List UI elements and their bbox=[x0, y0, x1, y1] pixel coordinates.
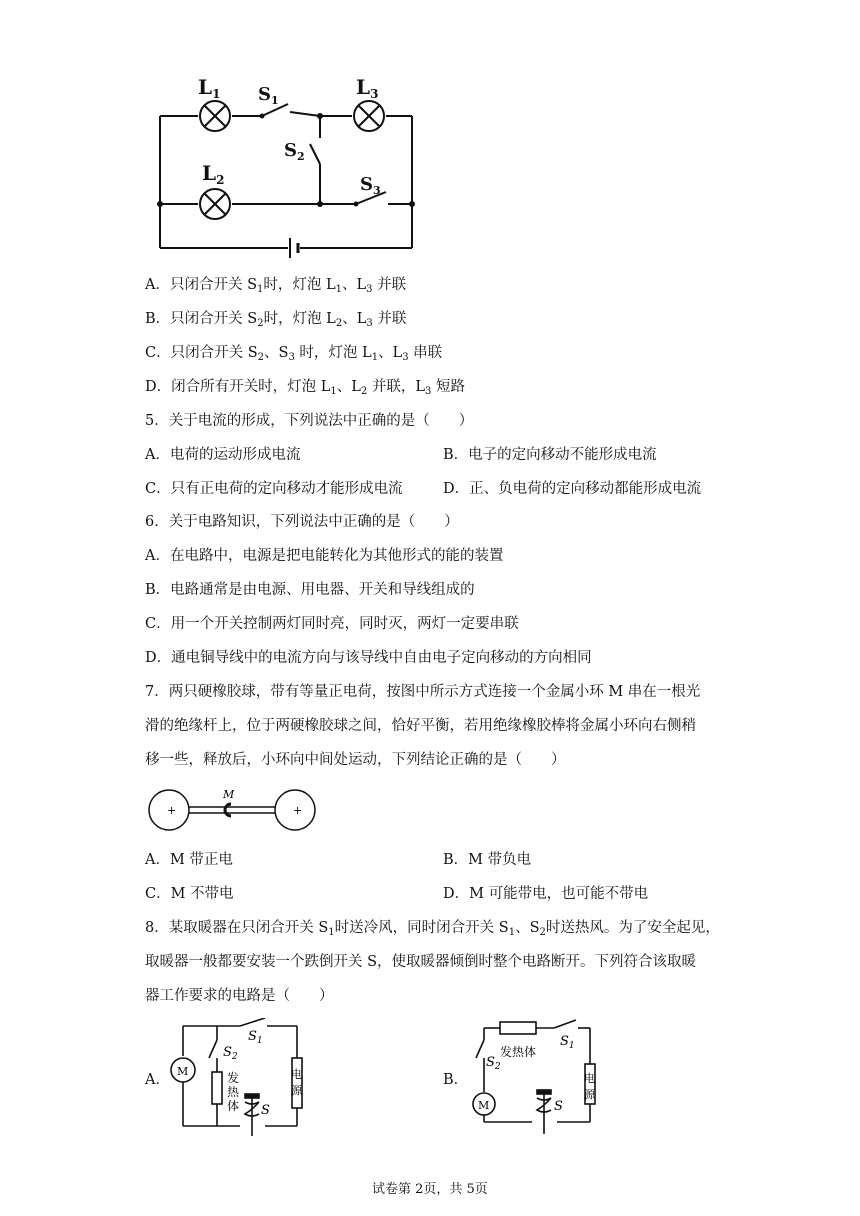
q4-option-b: B．只闭合开关 $S_2$时，灯泡 $L_2$、$L_3$ 并联 bbox=[145, 311, 407, 329]
q8a-heater1: 发 bbox=[227, 1071, 240, 1085]
q8a-s: S bbox=[261, 1103, 270, 1118]
q8a-motor: M bbox=[177, 1065, 189, 1078]
q8-stem-line1: 8．某取暖器在只闭合开关 $S_1$时送冷风，同时闭合开关 $S_1$、$S_2$时送热风。为了安全起见， bbox=[145, 920, 720, 938]
svg-text:L3 bbox=[356, 75, 378, 101]
svg-text:S2 bbox=[284, 140, 305, 163]
q4-fig-s3: S bbox=[360, 174, 373, 195]
q4-option-d: D．闭合所有开关时，灯泡 $L_1$、$L_2$ 并联，$L_3$ 短路 bbox=[145, 379, 465, 397]
svg-text:S2 bbox=[486, 1055, 501, 1072]
q7-fig-plus-right: + bbox=[293, 804, 303, 817]
q4-fig-l2: L bbox=[202, 161, 217, 185]
q8a-s1: S bbox=[248, 1029, 257, 1044]
q7-option-c: C．M 不带电 bbox=[145, 886, 234, 902]
q8b-s2: S bbox=[486, 1055, 495, 1070]
q8b-s: S bbox=[554, 1099, 563, 1114]
q4-circuit-figure bbox=[140, 60, 440, 265]
q4-fig-l2-sub: 2 bbox=[216, 173, 225, 187]
q5-option-d: D．正、负电荷的定向移动都能形成电流 bbox=[443, 481, 702, 497]
q4-fig-l1-sub: 1 bbox=[212, 87, 221, 101]
q4-option-c: C．只闭合开关 $S_2$、$S_3$ 时，灯泡 $L_1$、$L_3$ 串联 bbox=[145, 345, 443, 363]
q6-option-d: D．通电铜导线中的电流方向与该导线中自由电子定向移动的方向相同 bbox=[145, 650, 592, 666]
q8b-s2-sub: 2 bbox=[494, 1062, 501, 1072]
q8a-source1: 电 bbox=[291, 1068, 302, 1081]
q7-stem-line3: 移一些，释放后，小环向中间处运动，下列结论正确的是（ ） bbox=[145, 752, 566, 768]
q4-fig-l3: L bbox=[356, 75, 371, 99]
q4-fig-s3-sub: 3 bbox=[373, 184, 381, 197]
q5-option-a: A．电荷的运动形成电流 bbox=[145, 447, 301, 463]
q4-fig-l3-sub: 3 bbox=[370, 87, 379, 101]
q8-option-b-label: B． bbox=[443, 1072, 469, 1088]
svg-text:S1 bbox=[560, 1034, 575, 1051]
q8b-source2: 源 bbox=[584, 1088, 595, 1101]
q8b-source1: 电 bbox=[584, 1072, 595, 1085]
q8-option-a-label: A． bbox=[145, 1072, 170, 1088]
page-footer: 试卷第 2页，共 5页 bbox=[372, 1182, 488, 1197]
q8b-s1-sub: 1 bbox=[568, 1041, 575, 1051]
q7-fig-m: M bbox=[223, 788, 235, 801]
q5-stem: 5．关于电流的形成，下列说法中正确的是（ ） bbox=[145, 413, 474, 429]
q5-option-b: B．电子的定向移动不能形成电流 bbox=[443, 447, 657, 463]
q8a-heater2: 热 bbox=[227, 1085, 240, 1099]
q4-fig-s1-sub: 1 bbox=[271, 94, 279, 107]
q7-stem-line2: 滑的绝缘杆上，位于两硬橡胶球之间，恰好平衡，若用绝缘橡胶棒将金属小环向右侧稍 bbox=[145, 718, 696, 734]
q6-stem: 6．关于电路知识，下列说法中正确的是（ ） bbox=[145, 514, 459, 530]
q8a-s1-sub: 1 bbox=[256, 1036, 263, 1046]
q8-stem-line3: 器工作要求的电路是（ ） bbox=[145, 988, 334, 1004]
q7-option-d: D．M 可能带电，也可能不带电 bbox=[443, 886, 649, 902]
q8-circuit-a bbox=[165, 1018, 315, 1138]
svg-text:S2 bbox=[223, 1045, 238, 1062]
q8a-s2: S bbox=[223, 1045, 232, 1060]
q6-option-a: A．在电路中，电源是把电能转化为其他形式的能的装置 bbox=[145, 548, 504, 564]
q4-fig-s2-sub: 2 bbox=[297, 150, 305, 163]
q4-fig-s1: S bbox=[258, 84, 271, 105]
q8a-source2: 源 bbox=[291, 1084, 302, 1097]
svg-text:L1 bbox=[198, 75, 220, 101]
q8b-heater: 发热体 bbox=[500, 1045, 537, 1059]
q6-option-b: B．电路通常是由电源、用电器、开关和导线组成的 bbox=[145, 582, 475, 598]
q5-option-c: C．只有正电荷的定向移动才能形成电流 bbox=[145, 481, 403, 497]
q8a-heater3: 体 bbox=[227, 1099, 240, 1113]
q4-option-a: A．只闭合开关 $S_1$时，灯泡 $L_1$、$L_3$ 并联 bbox=[145, 277, 407, 295]
svg-text:S3 bbox=[360, 174, 381, 197]
svg-text:L2 bbox=[202, 161, 224, 187]
svg-text:S1 bbox=[258, 84, 279, 107]
q7-option-a: A．M 带正电 bbox=[145, 852, 233, 868]
q4-fig-l1: L bbox=[198, 75, 213, 99]
q8-stem-line2: 取暖器一般都要安装一个跌倒开关 S，使取暖器倾倒时整个电路断开。下列符合该取暖 bbox=[145, 954, 697, 970]
q7-fig-plus-left: + bbox=[167, 804, 177, 817]
svg-text:S1 bbox=[248, 1029, 263, 1046]
q4-fig-s2: S bbox=[284, 140, 297, 161]
q7-option-b: B．M 带负电 bbox=[443, 852, 532, 868]
q7-ring-figure bbox=[145, 782, 325, 837]
q6-option-c: C．用一个开关控制两灯同时亮，同时灭，两灯一定要串联 bbox=[145, 616, 519, 632]
q8b-motor: M bbox=[478, 1099, 490, 1112]
q8a-s2-sub: 2 bbox=[231, 1052, 238, 1062]
q7-stem-line1: 7．两只硬橡胶球，带有等量正电荷，按图中所示方式连接一个金属小环 M 串在一根光 bbox=[145, 684, 701, 700]
q8b-s1: S bbox=[560, 1034, 569, 1049]
q8-circuit-b bbox=[462, 1018, 612, 1138]
